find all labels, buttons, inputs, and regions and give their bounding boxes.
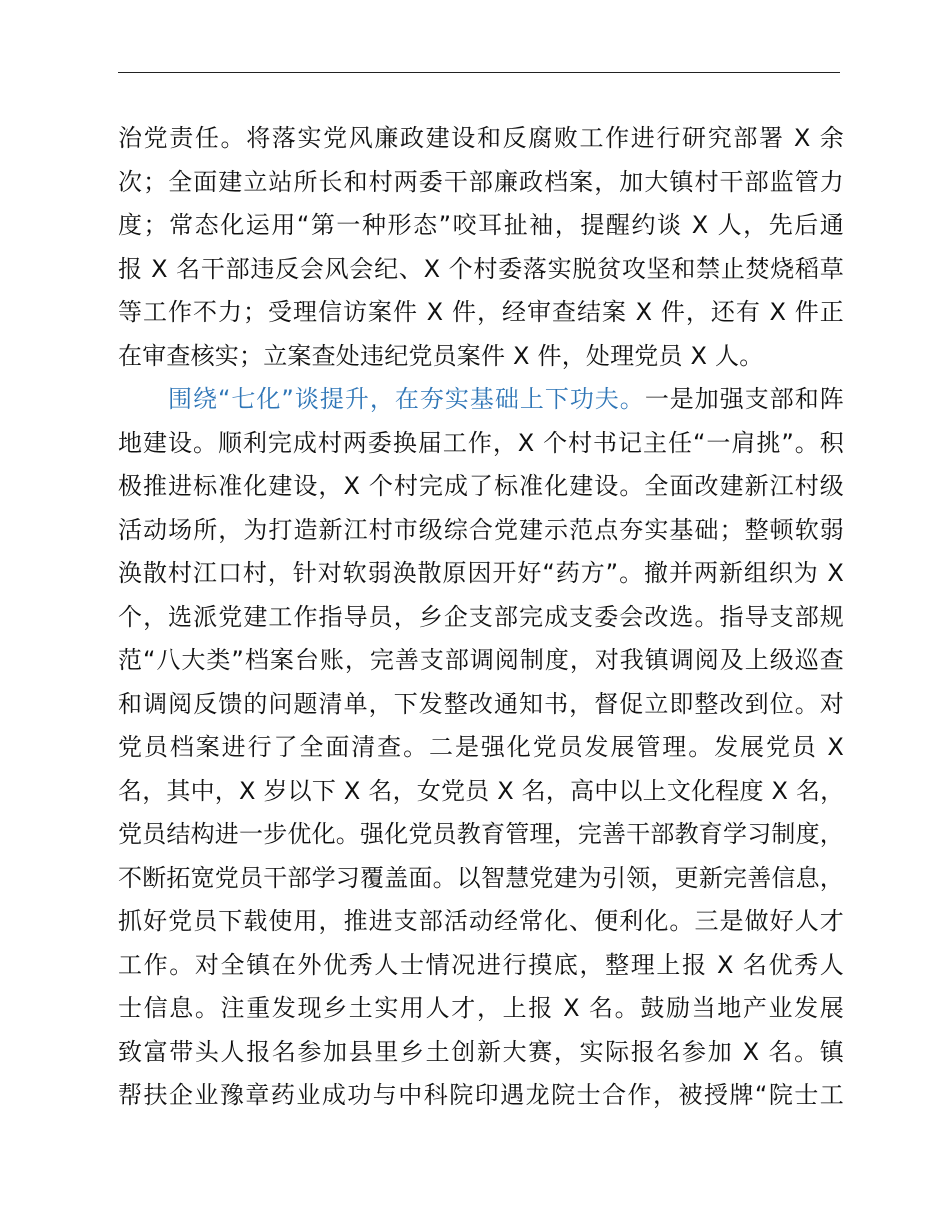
- text-line: 党员结构进一步优化。强化党员教育管理，完善干部教育学习制度，: [118, 820, 844, 848]
- text-line: 帮扶企业豫章药业成功与中科院印遇龙院士合作，被授牌“院士工: [118, 1081, 844, 1109]
- text-line: 涣散村江口村，针对软弱涣散原因开好“药方”。撤并两新组织为 X: [118, 559, 844, 587]
- paragraph-first-line: [118, 378, 844, 422]
- text-line: 范“八大类”档案台账，完善支部调阅制度，对我镇调阅及上级巡查: [118, 646, 844, 674]
- header-rule: [118, 72, 840, 73]
- text-line: 次；全面建立站所长和村两委干部廉政档案，加大镇村干部监管力: [118, 167, 844, 196]
- text-segment: 一是加强支部和阵: [644, 385, 844, 413]
- text-line: 士信息。注重发现乡土实用人才，上报 X 名。鼓励当地产业发展: [118, 994, 844, 1022]
- text-line: 活动场所，为打造新江村市级综合党建示范点夯实基础；整顿软弱: [118, 515, 844, 544]
- paragraph-2: [118, 378, 844, 1118]
- text-line: 和调阅反馈的问题清单，下发整改通知书，督促立即整改到位。对: [118, 689, 844, 718]
- paragraph-1: [118, 117, 844, 378]
- text-line: 地建设。顺利完成村两委换届工作，X 个村书记主任“一肩挑”。积: [118, 428, 844, 457]
- text-line: 个，选派党建工作指导员，乡企支部完成支委会改选。指导支部规: [118, 602, 844, 631]
- text-line: 抓好党员下载使用，推进支部活动经常化、便利化。三是做好人才: [118, 907, 844, 935]
- document-body: [118, 117, 844, 1118]
- text-line: 不断拓宽党员干部学习覆盖面。以智慧党建为引领，更新完善信息，: [118, 863, 844, 892]
- text-line: 党员档案进行了全面清查。二是强化党员发展管理。发展党员 X: [118, 733, 844, 761]
- text-line: 治党责任。将落实党风廉政建设和反腐败工作进行研究部署 X 余: [118, 124, 844, 152]
- text-line: 度；常态化运用“第一种形态”咬耳扯袖，提醒约谈 X 人，先后通: [118, 211, 844, 239]
- text-line: 名，其中，X 岁以下 X 名，女党员 X 名，高中以上文化程度 X 名，: [118, 776, 845, 805]
- text-line: 工作。对全镇在外优秀人士情况进行摸底，整理上报 X 名优秀人: [118, 950, 844, 979]
- text-line: 在审查核实；立案查处违纪党员案件 X 件，处理党员 X 人。: [118, 341, 764, 370]
- text-line: 致富带头人报名参加县里乡土创新大赛，实际报名参加 X 名。镇: [118, 1037, 844, 1066]
- text-line: 等工作不力；受理信访案件 X 件，经审查结案 X 件，还有 X 件正: [118, 298, 844, 326]
- section-heading: 围绕“七化”谈提升，在夯实基础上下功夫。: [168, 385, 645, 413]
- text-line: 报 X 名干部违反会风会纪、X 个村委落实脱贫攻坚和禁止焚烧稻草: [118, 254, 844, 283]
- text-line: 极推进标准化建设，X 个村完成了标准化建设。全面改建新江村级: [118, 472, 844, 500]
